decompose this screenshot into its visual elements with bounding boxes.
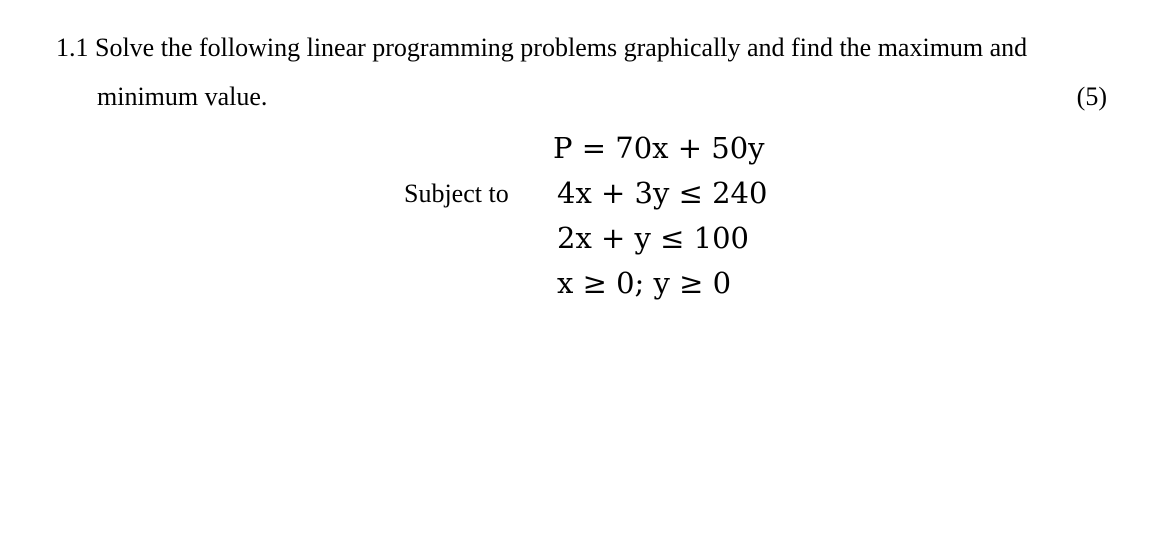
- constraint-1: 4x + 3y ≤ 240: [557, 176, 768, 210]
- subject-to-label: Subject to: [404, 179, 509, 208]
- question-line-1: 1.1 Solve the following linear programming problems graphically and find the maximum and: [56, 33, 1028, 62]
- constraint-3: x ≥ 0; y ≥ 0: [557, 266, 732, 300]
- marks-label: (5): [1076, 82, 1107, 111]
- constraint-2: 2x + y ≤ 100: [557, 221, 750, 255]
- objective-function: P = 70x + 50y: [553, 131, 765, 165]
- question-line-2: minimum value.: [97, 82, 268, 111]
